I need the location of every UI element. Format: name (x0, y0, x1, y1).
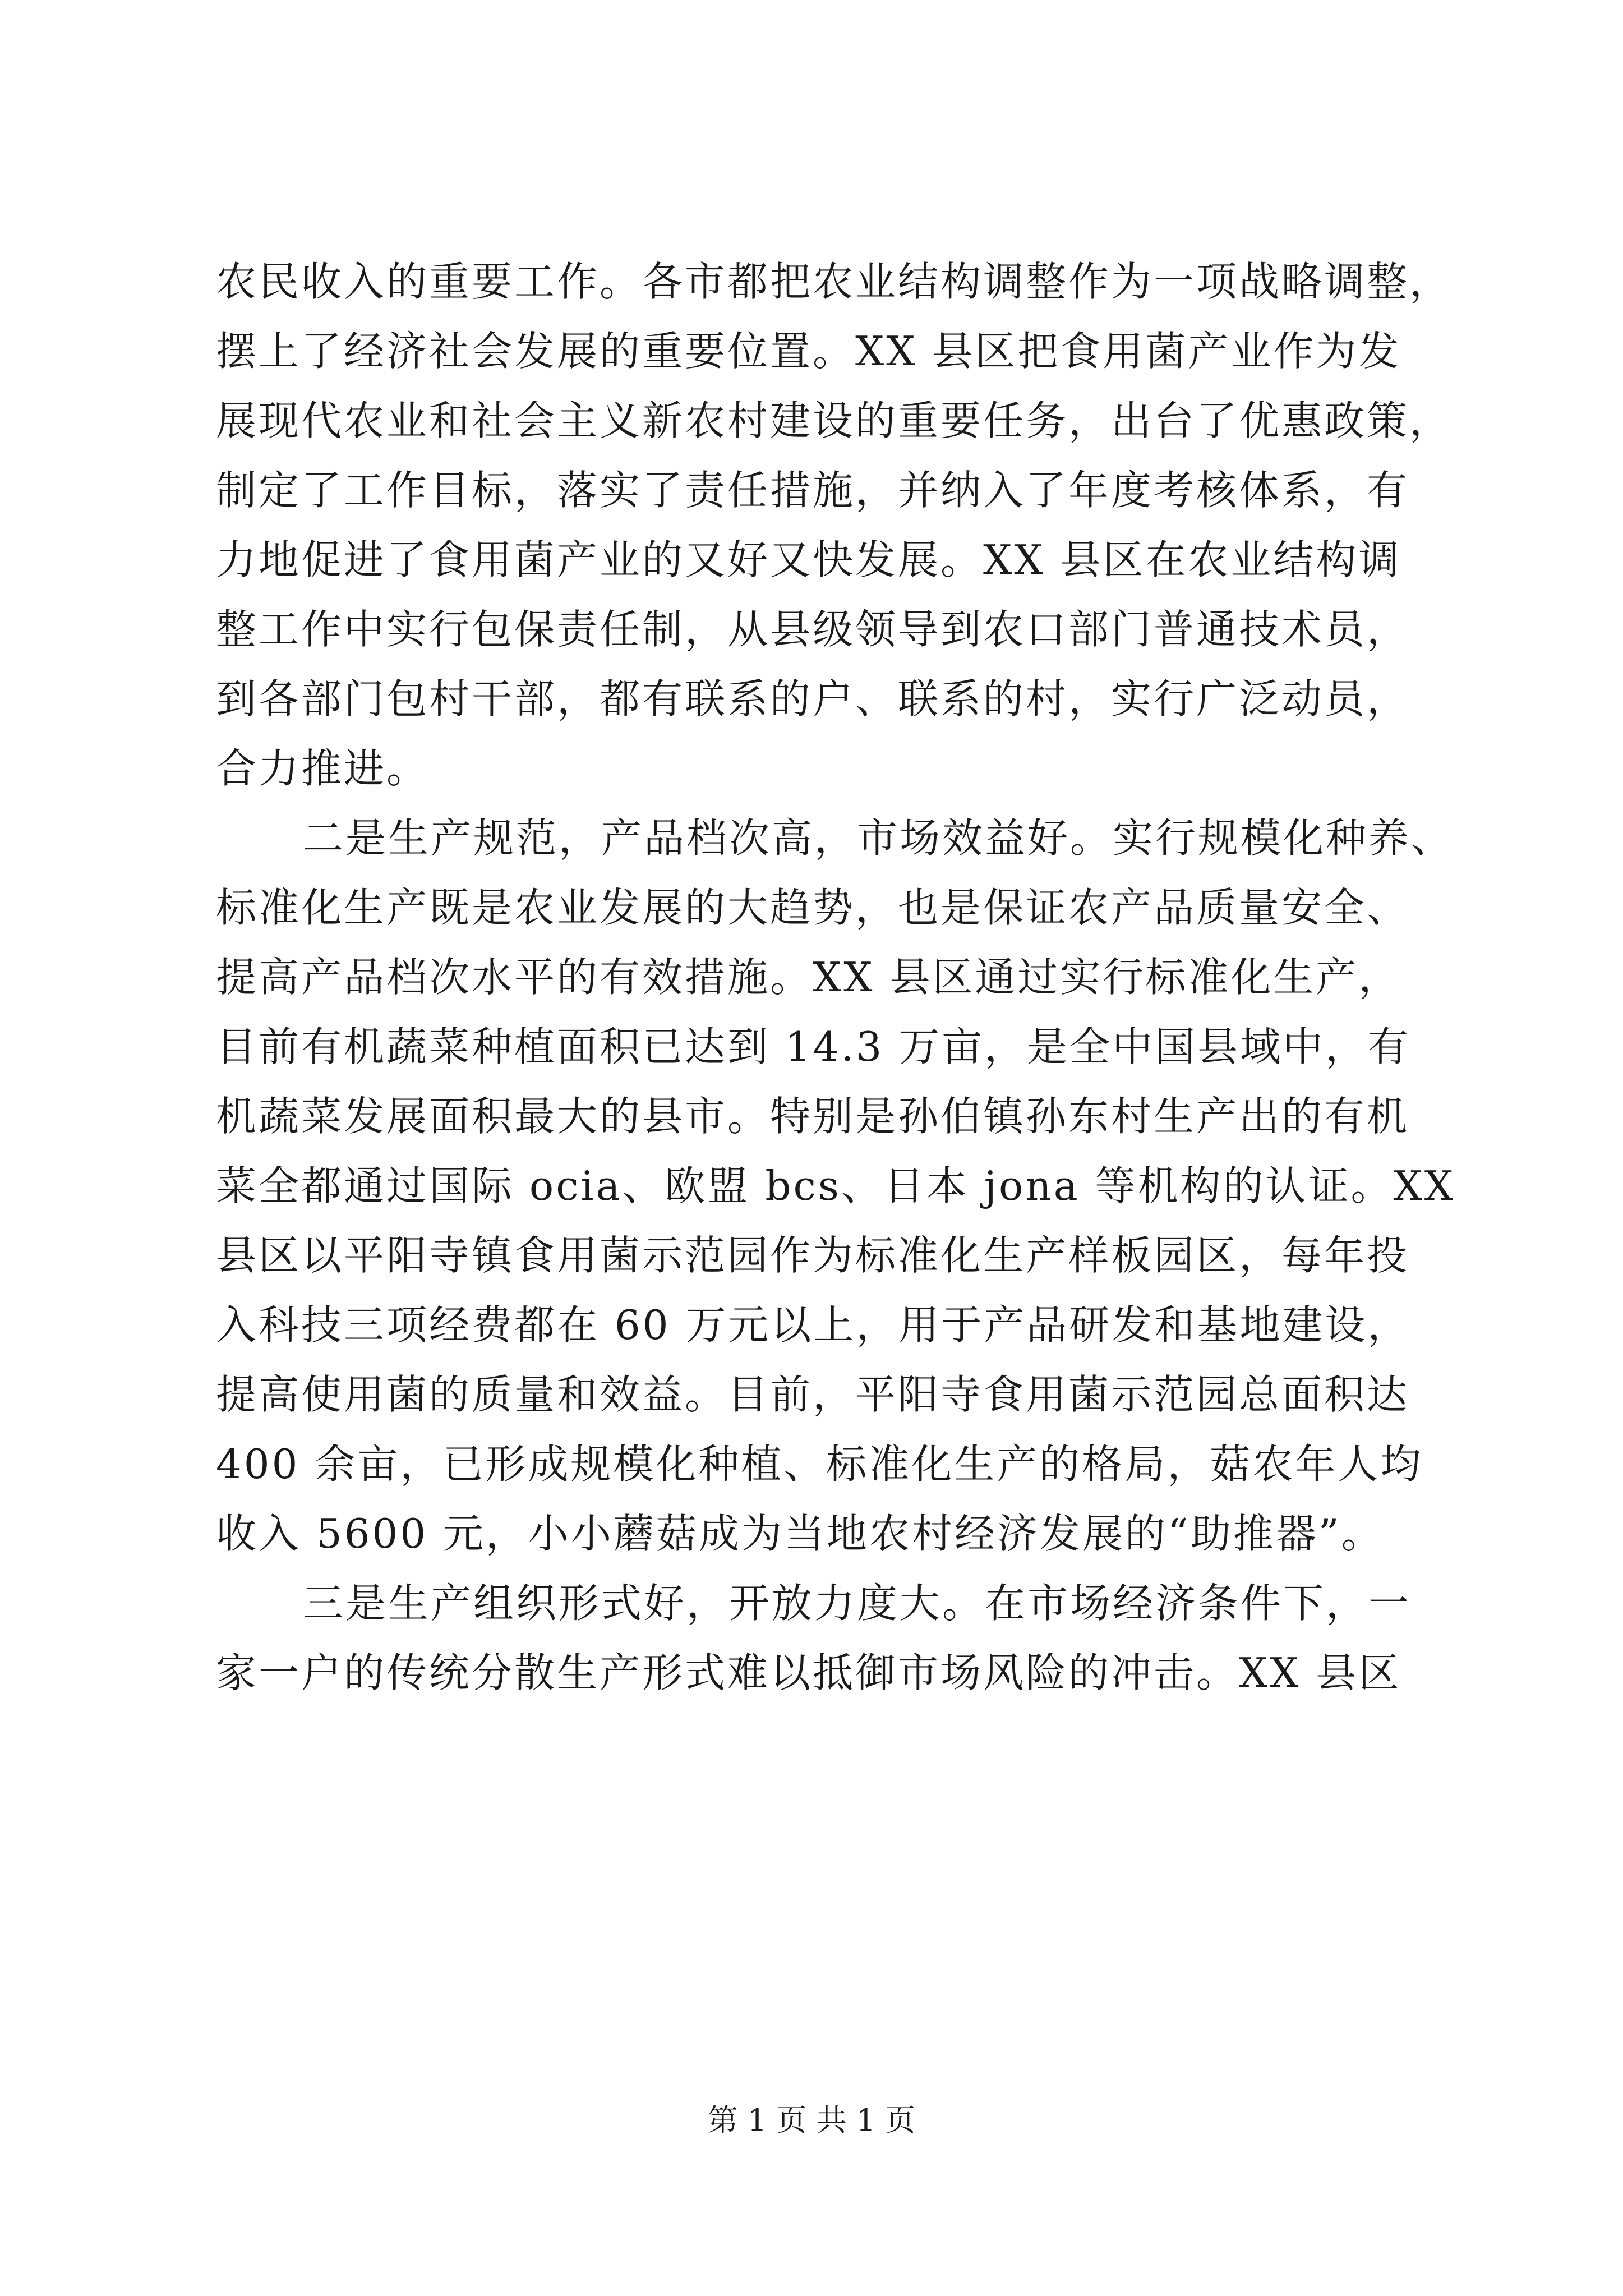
text-line: 菜全都通过国际 ocia、欧盟 bcs、日本 jona 等机构的认证。XX (216, 1162, 1456, 1209)
text-line: 到各部门包村干部，都有联系的户、联系的村，实行广泛动员， (216, 675, 1410, 723)
text-line: 合力推进。 (216, 745, 430, 792)
text-line: 制定了工作目标，落实了责任措施，并纳入了年度考核体系，有 (216, 467, 1410, 514)
text-line: 县区以平阳寺镇食用菌示范园作为标准化生产样板园区，每年投 (216, 1232, 1410, 1279)
text-line: 提高产品档次水平的有效措施。XX 县区通过实行标准化生产， (216, 954, 1401, 1001)
text-line: 收入 5600 元，小小蘑菇成为当地农村经济发展的“助推器”。 (216, 1510, 1384, 1557)
paragraph-start-line: 三是生产组织形式好，开放力度大。在市场经济条件下，一 (303, 1580, 1412, 1627)
text-line: 展现代农业和社会主义新农村建设的重要任务，出台了优惠政策， (216, 397, 1453, 444)
body-text (216, 247, 1486, 1708)
text-line: 力地促进了食用菌产业的又好又快发展。XX 县区在农业结构调 (216, 536, 1401, 583)
text-line: 400 余亩，已形成规模化种植、标准化生产的格局，菇农年人均 (216, 1441, 1423, 1488)
text-line: 家一户的传统分散生产形式难以抵御市场风险的冲击。XX 县区 (216, 1649, 1401, 1696)
text-line: 入科技三项经费都在 60 万元以上，用于产品研发和基地建设， (216, 1301, 1410, 1349)
text-line: 农民收入的重要工作。各市都把农业结构调整作为一项战略调整， (216, 258, 1453, 305)
paragraph-start-line: 二是生产规范，产品档次高，市场效益好。实行规模化种养、 (303, 815, 1454, 862)
text-line: 整工作中实行包保责任制，从县级领导到农口部门普通技术员， (216, 606, 1410, 653)
page-number-label: 第 1 页 共 1 页 (707, 2102, 916, 2138)
text-line: 机蔬菜发展面积最大的县市。特别是孙伯镇孙东村生产出的有机 (216, 1093, 1410, 1140)
text-line: 提高使用菌的质量和效益。目前，平阳寺食用菌示范园总面积达 (216, 1371, 1410, 1418)
text-line: 标准化生产既是农业发展的大趋势，也是保证农产品质量安全、 (216, 884, 1410, 931)
text-line: 摆上了经济社会发展的重要位置。XX 县区把食用菌产业作为发 (216, 328, 1401, 375)
text-line: 目前有机蔬菜种植面积已达到 14.3 万亩，是全中国县域中，有 (216, 1023, 1411, 1070)
page-footer (0, 2101, 1623, 2140)
